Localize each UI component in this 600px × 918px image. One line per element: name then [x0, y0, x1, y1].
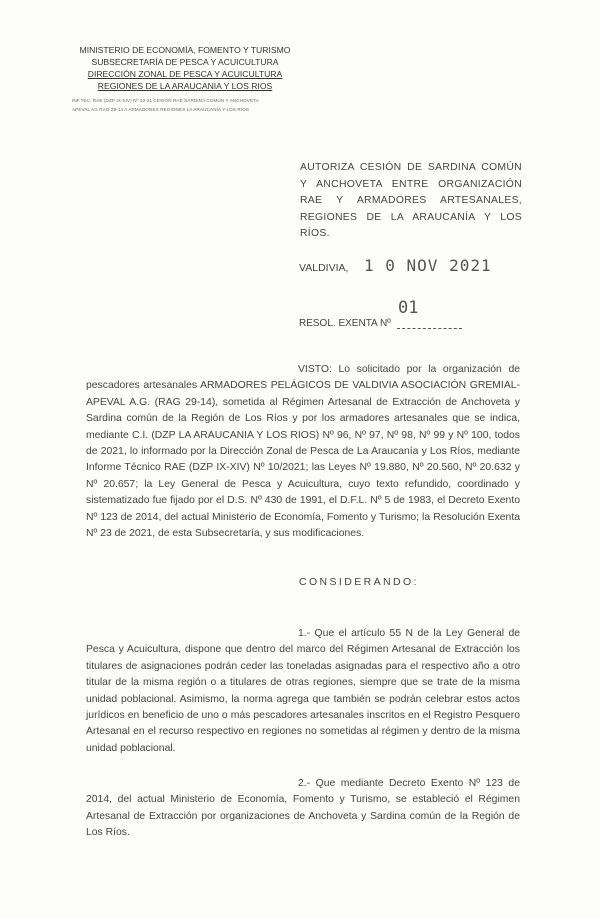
header-direction: DIRECCIÓN ZONAL DE PESCA Y ACUICULTURA	[87, 69, 283, 79]
date-place: VALDIVIA,	[299, 262, 349, 274]
header-subsecretariat: SUBSECRETARÍA DE PESCA Y ACUICULTURA	[91, 57, 279, 67]
visto-paragraph	[86, 362, 520, 542]
considerando-1-text: 1.- Que el artículo 55 N de la Ley General de Pesca y Acuicultura, dispone que dentro del marco del Régimen Artesanal de Extracción los titulares de asignaciones podrán ceder las toneladas asignadas para el respectivo año a otro titular de la misma región o a titulares de otras regiones, siempre que se trate de la misma unidad poblacional. Asimismo, la norma agrega que también se podrán celebrar estos actos jurídicos en beneficio de uno o más pescadores artesanales inscritos en el Registro Pesquero Artesanal en el recurso respectivo en regiones no sometidas al régimen y dentro de la misma unidad poblacional.	[86, 628, 520, 754]
resolution-label: RESOL. EXENTA Nº	[299, 318, 391, 329]
resolution-number-line	[397, 328, 462, 329]
document-title: AUTORIZA CESIÓN DE SARDINA COMÚN Y ANCHOVETA ENTRE ORGANIZACIÓN RAE Y ARMADORES ARTESANALES, REGIONES DE LA ARAUCANÍA Y LOS RÍOS.	[300, 162, 522, 239]
date-stamp: 1 0 NOV 2021	[364, 256, 492, 275]
ministry-header	[70, 44, 300, 92]
visto-text: VISTO: Lo solicitado por la organización de pescadores artesanales ARMADORES PELÁGICOS DE VALDIVIA ASOCIACIÓN GREMIAL- APEVAL A.G. (RAG 29-14), sometida al Régimen Artesanal de Extracción de Anchoveta y Sardina común de la Región de Los Ríos y por los armadores artesanales que se indica, mediante C.I. (DZP LA ARAUCANIA Y LOS RIOS) Nº 96, Nº 97, Nº 98, Nº 99 y Nº 100, todos de 2021, lo informado por la Dirección Zonal de Pesca de La Araucanía y Los Ríos, mediante Informe Técnico RAE (DZP IX-XIV) Nº 10/2021; las Leyes Nº 19.880, Nº 20.560, Nº 20.632 y Nº 20.657; la Ley General de Pesca y Acuicultura, cuyo texto refundido, coordinado y sistematizado fue fijado por el D.S. Nº 430 de 1991, el D.F.L. Nº 5 de 1983, el Decreto Exento Nº 123 de 2014, del actual Ministerio de Economía, Fomento y Turismo; la Resolución Exenta Nº 23 de 2021, de esta Subsecretaría, y sus modificaciones.	[86, 364, 520, 540]
considerando-1-paragraph	[86, 626, 520, 757]
considerando-heading: CONSIDERANDO:	[299, 576, 419, 588]
resolution-number: 01	[398, 298, 419, 318]
considerando-2-paragraph	[86, 776, 520, 842]
reference-line-1: INF.TÉC. RAE (DZP IX-XIV) Nº 10-21 CESIÓN RAE SARDINA COMÚN Y ANCHOVETA	[72, 98, 259, 103]
header-regions: REGIONES DE LA ARAUCANIA Y LOS RIOS	[97, 81, 273, 91]
considerando-2-text: 2.- Que mediante Decreto Exento Nº 123 de 2014, del actual Ministerio de Economía, Fomento y Turismo, se estableció el Régimen Artesanal de Extracción por organizaciones de Anchoveta y Sardina común de la Región de Los Ríos.	[86, 778, 520, 839]
header-ministry: MINISTERIO DE ECONOMÍA, FOMENTO Y TURISMO	[79, 45, 291, 55]
reference-line-2: APEVAL AG RAG 29-14 A ARMADORES REGIONES LA ARAUCANÍA Y LOS RÍOS	[72, 107, 250, 112]
